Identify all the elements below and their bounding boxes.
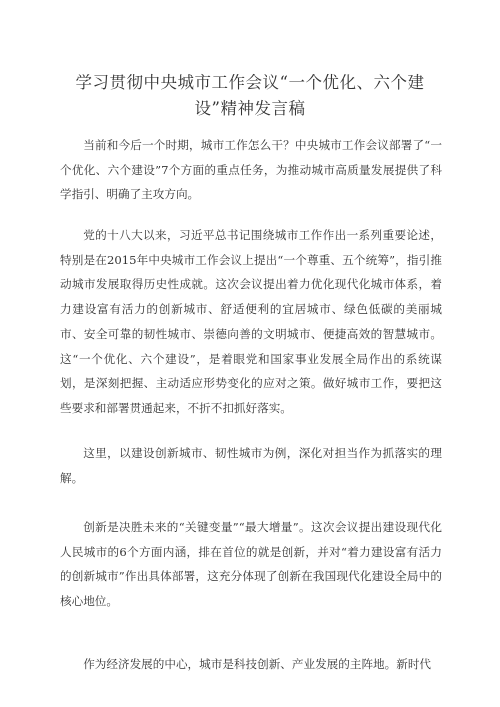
paragraph-1: 当前和今后一个时期，城市工作怎么干？中央城市工作会议部署了“一个优化、六个建设”7个方面的重点任务，为推动城市高质量发展提供了科学指引、明确了主攻方向。 [60,138,442,202]
paragraph-5: 作为经济发展的中心，城市是科技创新、产业发展的主阵地。新时代 [83,657,432,671]
document-title-line-1: 学习贯彻中央城市工作会议“一个优化、六个建 [75,73,425,92]
paragraph-2: 党的十八大以来，习近平总书记围绕城市工作作出一系列重要论述，特别是在2015年中央城市工作会议上提出“一个尊重、五个统筹”，指引推动城市发展取得历史性成就。这次会议提出着力优化现代化城市体系，着力建设富有活力的创新城市、舒适便利的宜居城市、绿色低碳的美丽城市、安全可靠的韧性城市、崇德向善的文明城市、便捷高效的智慧城市。这“一个优化、六个建设”，是着眼党和国家事业发展全局作出的系统谋划，是深刻把握、主动适应形势变化的应对之策。做好城市工作，要把这些要求和部署贯通起来，不折不扣抓好落实。 [60,228,442,415]
paragraph-4: 创新是决胜未来的“关键变量”“最大增量”。这次会议提出建设现代化人民城市的6个方面内涵，排在首位的就是创新，并对“着力建设富有活力的创新城市”作出具体部署，这充分体现了创新在我国现代化建设全局中的核心地位。 [60,520,442,609]
document-title-line-2: 设”精神发言稿 [194,99,306,118]
paragraph-3: 这里，以建设创新城市、韧性城市为例，深化对担当作为抓落实的理解。 [60,446,442,485]
